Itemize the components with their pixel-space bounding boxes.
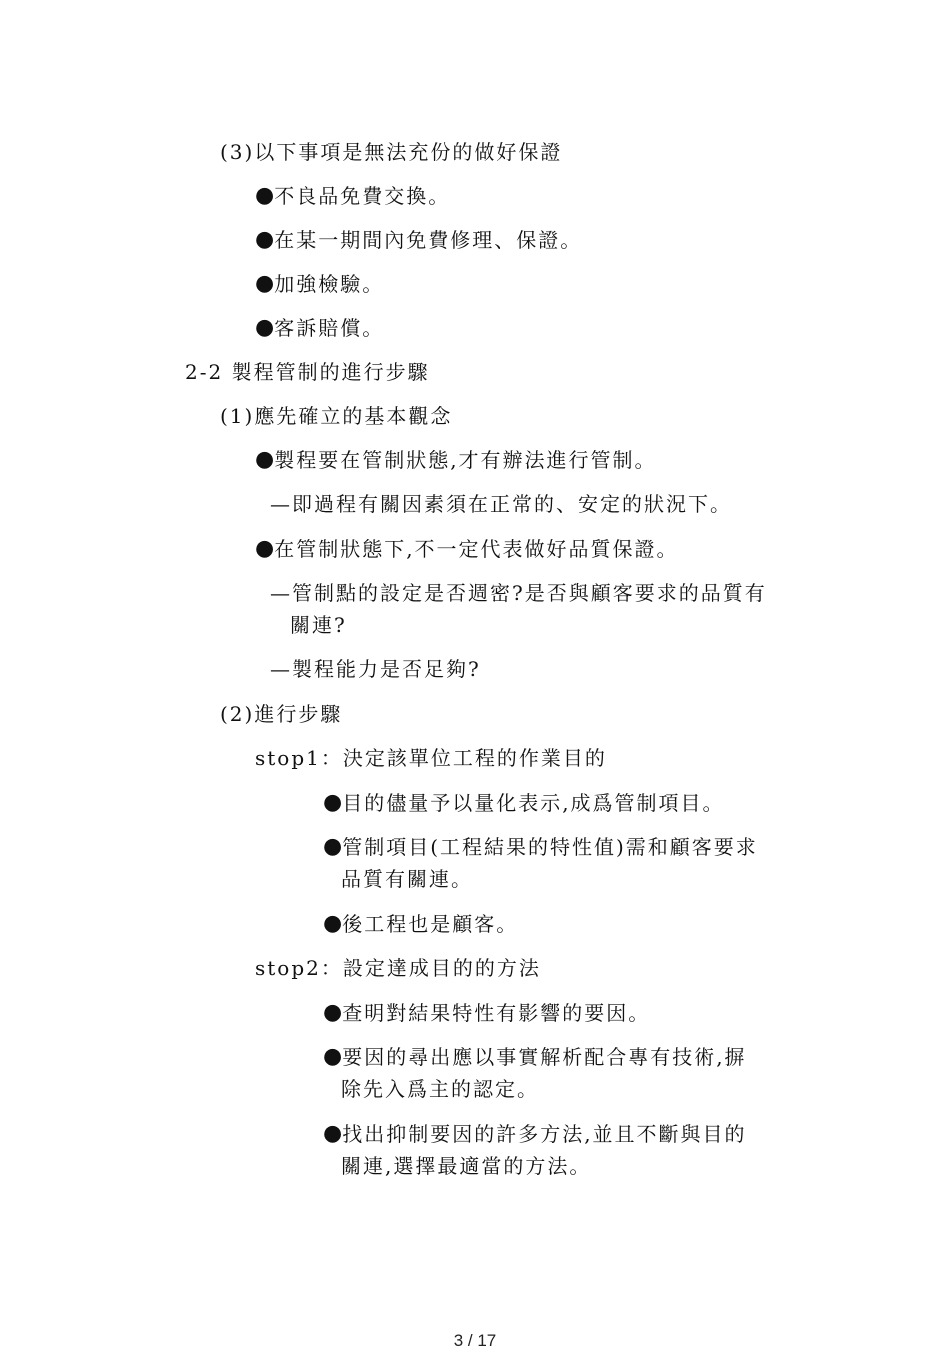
list-item-text: 要因的尋出應以事實解析配合專有技術,摒 bbox=[342, 1045, 747, 1069]
bullet-icon: ● bbox=[323, 1044, 343, 1069]
list-item-text: 在管制狀態下,不一定代表做好品質保證。 bbox=[274, 537, 679, 561]
list-item bbox=[323, 1041, 747, 1105]
bullet-icon: ● bbox=[255, 536, 275, 561]
list-item-text: 在某一期間內免費修理、保證。 bbox=[274, 228, 583, 252]
section-2-2-heading: 2-2 製程管制的進行步驟 bbox=[185, 360, 430, 384]
bullet-icon: ● bbox=[323, 1121, 343, 1146]
concepts-heading: (1)應先確立的基本觀念 bbox=[220, 404, 453, 428]
stop2-label: stop2：設定達成目的的方法 bbox=[255, 956, 541, 980]
section-3-heading: (3)以下事項是無法充份的做好保證 bbox=[220, 140, 563, 164]
dash-item: —製程能力是否足夠? bbox=[270, 657, 481, 681]
bullet-icon: ● bbox=[255, 183, 275, 208]
list-item-text: 目的儘量予以量化表示,成爲管制項目。 bbox=[342, 791, 725, 815]
list-item bbox=[323, 787, 725, 819]
dash-item: —即過程有關因素須在正常的、安定的狀況下。 bbox=[270, 492, 732, 516]
list-item-text: 製程要在管制狀態,才有辦法進行管制。 bbox=[274, 448, 657, 472]
list-item bbox=[323, 1118, 747, 1182]
bullet-icon: ● bbox=[255, 315, 275, 340]
bullet-icon: ● bbox=[255, 227, 275, 252]
list-item-text: 不良品免費交換。 bbox=[274, 184, 451, 208]
list-item-text: 找出抑制要因的許多方法,並且不斷與目的 bbox=[342, 1122, 747, 1146]
list-item-text: 關連,選擇最適當的方法。 bbox=[341, 1154, 592, 1178]
bullet-icon: ● bbox=[255, 447, 275, 472]
bullet-icon: ● bbox=[323, 1000, 343, 1025]
list-item bbox=[323, 997, 650, 1029]
dash-item bbox=[270, 577, 767, 641]
list-item-text: 加強檢驗。 bbox=[274, 272, 385, 296]
list-item-text: 後工程也是顧客。 bbox=[342, 912, 519, 936]
dash-item-line: —管制點的設定是否週密?是否與顧客要求的品質有 bbox=[270, 581, 767, 605]
list-item bbox=[255, 224, 582, 256]
list-item-text: 查明對結果特性有影響的要因。 bbox=[342, 1001, 651, 1025]
bullet-icon: ● bbox=[323, 911, 343, 936]
list-item-text: 客訴賠償。 bbox=[274, 316, 385, 340]
list-item bbox=[323, 831, 758, 895]
page-number: 3 / 17 bbox=[453, 1331, 497, 1350]
list-item bbox=[323, 908, 518, 940]
bullet-icon: ● bbox=[255, 271, 275, 296]
stop1-label: stop1：決定該單位工程的作業目的 bbox=[255, 746, 607, 770]
bullet-icon: ● bbox=[323, 834, 343, 859]
list-item bbox=[255, 312, 384, 344]
steps-heading: (2)進行步驟 bbox=[220, 702, 343, 726]
list-item bbox=[255, 444, 657, 476]
list-item-text: 品質有關連。 bbox=[341, 867, 473, 891]
bullet-icon: ● bbox=[323, 790, 343, 815]
list-item bbox=[255, 533, 679, 565]
list-item-text: 除先入爲主的認定。 bbox=[341, 1077, 539, 1101]
list-item-text: 管制項目(工程結果的特性值)需和顧客要求 bbox=[342, 835, 758, 859]
list-item bbox=[255, 180, 450, 212]
list-item bbox=[255, 268, 384, 300]
dash-item-line: 關連? bbox=[290, 613, 347, 637]
